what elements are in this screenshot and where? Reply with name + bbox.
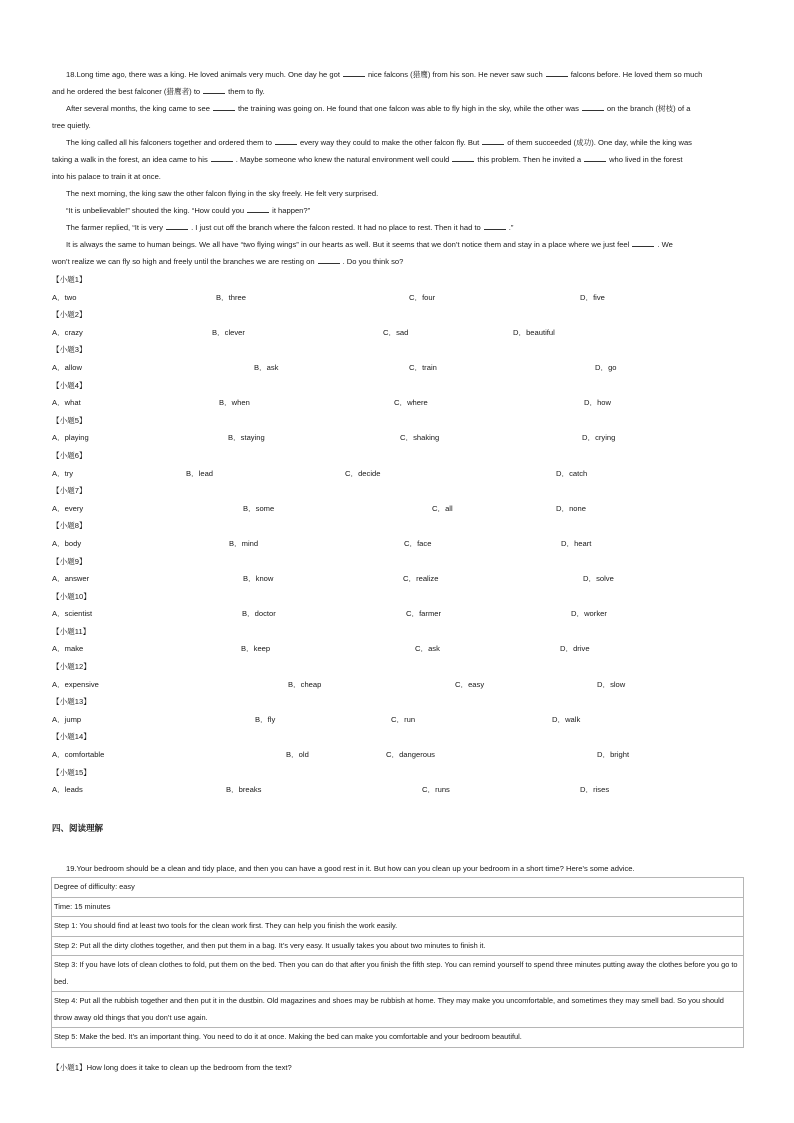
answer-blank[interactable]	[584, 153, 606, 162]
section-title: 四、阅读理解	[52, 824, 104, 834]
question-options	[52, 676, 742, 694]
answer-option[interactable]: A．body	[52, 538, 82, 548]
question-options	[52, 465, 742, 483]
question-label: 【小题6】	[52, 450, 87, 460]
question-options	[52, 324, 742, 342]
answer-option[interactable]: B．three	[216, 292, 246, 302]
question-options	[52, 605, 742, 623]
answer-option[interactable]: C．easy	[455, 679, 485, 689]
question-options	[52, 711, 742, 729]
answer-blank[interactable]	[343, 68, 365, 77]
table-row	[52, 897, 744, 917]
answer-option[interactable]: A．answer	[52, 574, 90, 584]
question-label: 【小题15】	[52, 767, 91, 777]
passage-paragraph: tree quietly.	[52, 121, 91, 130]
answer-option[interactable]: C．ask	[415, 644, 440, 654]
answer-option[interactable]: C．where	[394, 398, 428, 408]
question-label: 【小题8】	[52, 521, 87, 531]
passage-paragraph: taking a walk in the forest, an idea came to his . Maybe someone who knew the natural environment well could this problem. Then he invited a who lived in the forest	[52, 155, 683, 164]
question-options	[52, 746, 742, 764]
table-cell: Degree of difficulty: easy	[52, 878, 744, 898]
answer-option[interactable]: A．two	[52, 292, 77, 302]
answer-blank[interactable]	[203, 85, 225, 94]
answer-option[interactable]: B．old	[286, 750, 309, 760]
passage-paragraph: The king called all his falconers together and ordered them to every way they could to make the other falcon fly. But of them succeeded (成功). One day, while the king was	[66, 138, 692, 147]
question-options	[52, 535, 742, 553]
answer-option[interactable]: C．realize	[403, 574, 439, 584]
question-label: 【小题9】	[52, 556, 87, 566]
table-row	[52, 936, 744, 956]
passage-paragraph: It is always the same to human beings. We all have “two flying wings” in our hearts as well. But it seems that we don’t notice them and stay in a place where we just feel . We	[66, 240, 673, 249]
answer-option[interactable]: D．catch	[556, 468, 588, 478]
answer-option[interactable]: D．rises	[580, 785, 610, 795]
table-row	[52, 992, 744, 1028]
passage-paragraph: 18.Long time ago, there was a king. He loved animals very much. One day he got nice falcons (猎鹰) from his son. He never saw such falcons before. He loved them so much	[66, 70, 703, 79]
answer-option[interactable]: B．doctor	[242, 609, 276, 619]
table-cell: Step 1: You should find at least two tools for the clean work first. They can help you finish the work easily.	[52, 917, 744, 937]
answer-option[interactable]: A．expensive	[52, 679, 99, 689]
answer-blank[interactable]	[482, 136, 504, 145]
table-cell: Step 5: Make the bed. It’s an important thing. You need to do it at once. Making the bed can make you comfortable and your bedroom beautiful.	[52, 1028, 744, 1048]
answer-option[interactable]: A．allow	[52, 362, 82, 372]
question-label: 【小题13】	[52, 697, 91, 707]
reading-sub-question: 【小题1】How long does it take to clean up the bedroom from the text?	[52, 1063, 292, 1072]
answer-option[interactable]: A．playing	[52, 433, 89, 443]
passage-paragraph: After several months, the king came to see the training was going on. He found that one falcon was able to fly high in the sky, while the other was on the branch (树枝) of a	[66, 104, 691, 113]
question-label: 【小题4】	[52, 380, 87, 390]
answer-option[interactable]: B．staying	[228, 433, 265, 443]
answer-blank[interactable]	[211, 153, 233, 162]
passage-paragraph: The farmer replied, “It is very . I just cut off the branch where the falcon rested. It had no place to rest. Then it had to .”	[66, 223, 514, 232]
answer-option[interactable]: C．run	[391, 714, 416, 724]
answer-option[interactable]: D．walk	[552, 714, 581, 724]
answer-option[interactable]: B．keep	[241, 644, 271, 654]
table-row	[52, 878, 744, 898]
answer-option[interactable]: D．none	[556, 503, 586, 513]
table-cell: Step 3: If you have lots of clean clothes to fold, put them on the bed. Then you can do that after you finish the fifth step. You can remind yourself to spend three minutes putting away the clothes before you go to bed.	[52, 956, 744, 992]
answer-blank[interactable]	[484, 221, 506, 230]
question-label: 【小题14】	[52, 732, 91, 742]
answer-option[interactable]: C．four	[409, 292, 436, 302]
answer-option[interactable]: A．scientist	[52, 609, 93, 619]
answer-option[interactable]: B．some	[243, 503, 275, 513]
answer-option[interactable]: A．what	[52, 398, 81, 408]
question-options	[52, 570, 742, 588]
question-options	[52, 781, 742, 799]
answer-option[interactable]: C．dangerous	[386, 750, 435, 760]
question-options	[52, 500, 742, 518]
answer-option[interactable]: C．face	[404, 538, 432, 548]
answer-blank[interactable]	[318, 255, 340, 264]
answer-option[interactable]: B．clever	[212, 327, 245, 337]
answer-option[interactable]: D．slow	[597, 679, 626, 689]
answer-option[interactable]: D．go	[595, 362, 617, 372]
passage-paragraph: and he ordered the best falconer (猎鹰者) to them to fly.	[52, 87, 265, 96]
answer-blank[interactable]	[546, 68, 568, 77]
answer-option[interactable]: B．know	[243, 574, 274, 584]
answer-option[interactable]: A．every	[52, 503, 84, 513]
answer-option[interactable]: A．crazy	[52, 327, 83, 337]
answer-option[interactable]: D．beautiful	[513, 327, 555, 337]
passage-paragraph: The next morning, the king saw the other falcon flying in the sky freely. He felt very surprised.	[66, 189, 379, 198]
answer-option[interactable]: B．lead	[186, 468, 214, 478]
cloze-passage	[52, 66, 742, 270]
passage-paragraph: “It is unbelievable!” shouted the king. “How could you it happen?”	[66, 206, 311, 215]
answer-option[interactable]: B．breaks	[226, 785, 262, 795]
question-options	[52, 394, 742, 412]
passage-paragraph: won’t realize we can fly so high and freely until the branches we are resting on . Do you think so?	[52, 257, 404, 266]
answer-option[interactable]: B．cheap	[288, 679, 322, 689]
answer-option[interactable]: A．leads	[52, 785, 83, 795]
answer-option[interactable]: D．solve	[583, 574, 614, 584]
answer-option[interactable]: D．bright	[597, 750, 630, 760]
table-row	[52, 956, 744, 992]
answer-blank[interactable]	[452, 153, 474, 162]
answer-blank[interactable]	[213, 102, 235, 111]
reading-intro: 19.Your bedroom should be a clean and tidy place, and then you can have a good rest in it. But how can you clean up your bedroom in a short time? Here’s some advice.	[66, 864, 635, 873]
cleaning-steps-table	[51, 877, 744, 1048]
answer-option[interactable]: C．all	[432, 503, 453, 513]
answer-option[interactable]: D．crying	[582, 433, 616, 443]
answer-option[interactable]: A．comfortable	[52, 750, 105, 760]
table-cell: Time: 15 minutes	[52, 897, 744, 917]
answer-option[interactable]: B．ask	[254, 362, 279, 372]
question-label: 【小题11】	[52, 626, 91, 636]
question-options	[52, 359, 742, 377]
answer-option[interactable]: D．how	[584, 398, 612, 408]
answer-blank[interactable]	[275, 136, 297, 145]
table-cell: Step 4: Put all the rubbish together and then put it in the dustbin. Old magazines and shoes may be rubbish at home. They may make you uncomfortable, and sometimes they may smell bad. So you should throw away old things that you don’t use again.	[52, 992, 744, 1028]
answer-option[interactable]: C．decide	[345, 468, 381, 478]
answer-option[interactable]: C．runs	[422, 785, 450, 795]
answer-option[interactable]: B．when	[219, 398, 250, 408]
question-label: 【小题5】	[52, 415, 87, 425]
answer-option[interactable]: C．shaking	[400, 433, 440, 443]
answer-option[interactable]: D．heart	[561, 538, 592, 548]
question-options	[52, 429, 742, 447]
answer-blank[interactable]	[166, 221, 188, 230]
answer-option[interactable]: A．try	[52, 468, 74, 478]
answer-option[interactable]: A．make	[52, 644, 84, 654]
answer-option[interactable]: B．fly	[255, 714, 276, 724]
answer-option[interactable]: A．jump	[52, 714, 82, 724]
answer-option[interactable]: D．five	[580, 292, 605, 302]
table-row	[52, 917, 744, 937]
answer-option[interactable]: C．train	[409, 362, 437, 372]
question-label: 【小题10】	[52, 591, 91, 601]
question-options	[52, 289, 742, 307]
answer-option[interactable]: C．sad	[383, 327, 409, 337]
answer-option[interactable]: D．drive	[560, 644, 590, 654]
passage-paragraph: into his palace to train it at once.	[52, 172, 161, 181]
question-label: 【小题7】	[52, 486, 87, 496]
question-options	[52, 640, 742, 658]
answer-option[interactable]: D．worker	[571, 609, 607, 619]
table-cell: Step 2: Put all the dirty clothes together, and then put them in a bag. It’s very easy. It usually takes you about two minutes to finish it.	[52, 936, 744, 956]
answer-blank[interactable]	[582, 102, 604, 111]
question-label: 【小题1】	[52, 275, 87, 284]
answer-blank[interactable]	[247, 204, 269, 213]
answer-option[interactable]: C．farmer	[406, 609, 442, 619]
table-row	[52, 1028, 744, 1048]
answer-blank[interactable]	[632, 238, 654, 247]
question-label: 【小题2】	[52, 310, 87, 320]
question-label: 【小题12】	[52, 662, 91, 672]
question-label: 【小题3】	[52, 345, 87, 355]
multiple-choice-questions	[52, 271, 742, 799]
answer-option[interactable]: B．mind	[229, 538, 259, 548]
